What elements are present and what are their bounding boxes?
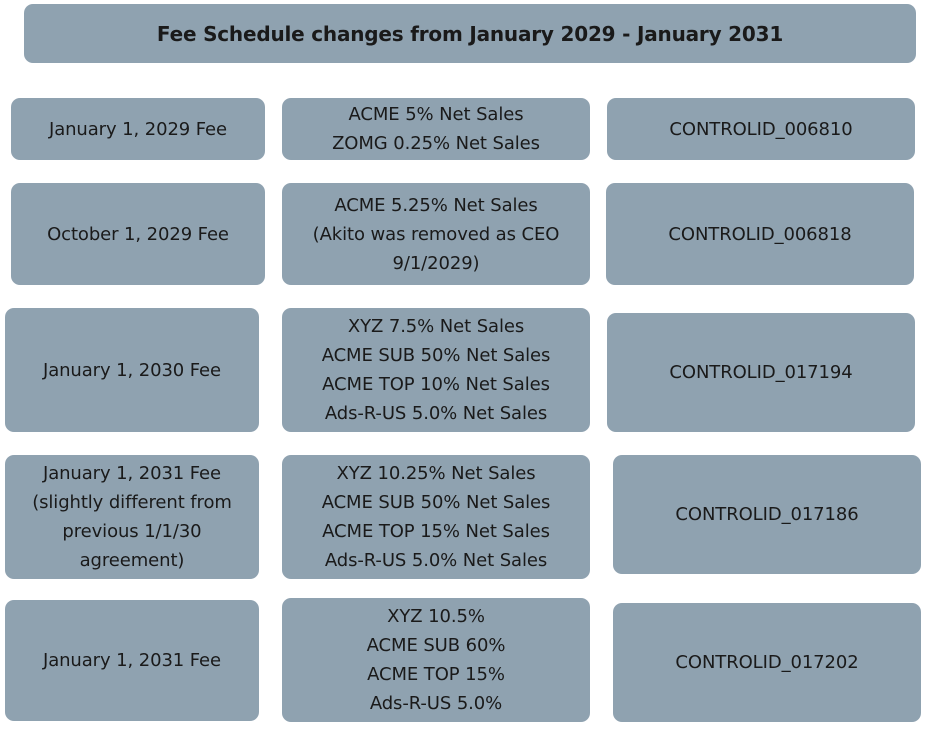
date-cell-row-3 [5, 308, 259, 432]
control-cell-row-1 [607, 98, 915, 160]
fee-text: ACME 5.25% Net Sales (Akito was removed as CEO 9/1/2029) [312, 194, 560, 274]
control-cell-row-4 [613, 455, 921, 574]
date-cell-row-1 [11, 98, 265, 160]
date-text: January 1, 2031 Fee [42, 650, 221, 671]
control-id: CONTROLID_017186 [675, 504, 859, 525]
date-text: January 1, 2029 Fee [48, 118, 227, 140]
fee-cell-row-3 [282, 308, 590, 432]
control-id: CONTROLID_006818 [668, 223, 852, 245]
control-id: CONTROLID_006810 [669, 118, 853, 140]
page-title: Fee Schedule changes from January 2029 - January 2031 [156, 21, 784, 46]
control-cell-row-5 [613, 603, 921, 722]
fee-text: ACME 5% Net Sales ZOMG 0.25% Net Sales [332, 104, 540, 154]
fee-text: XYZ 10.5% ACME SUB 60% ACME TOP 15% Ads-R-US 5.0% [366, 606, 506, 714]
control-cell-row-3 [607, 313, 915, 432]
fee-cell-row-5 [282, 598, 590, 722]
control-id: CONTROLID_017202 [675, 652, 859, 673]
fee-cell-row-4 [282, 455, 590, 579]
title-box [24, 4, 916, 63]
control-cell-row-2 [606, 183, 914, 285]
date-cell-row-5 [5, 600, 259, 721]
fee-cell-row-1 [282, 98, 590, 160]
date-cell-row-4 [5, 455, 259, 579]
control-id: CONTROLID_017194 [669, 362, 853, 383]
date-text: January 1, 2031 Fee (slightly different from previous 1/1/30 agreement) [32, 463, 232, 571]
date-text: January 1, 2030 Fee [42, 359, 221, 381]
fee-text: XYZ 10.25% Net Sales ACME SUB 50% Net Sales ACME TOP 15% Net Sales Ads-R-US 5.0% Net Sales [321, 463, 551, 571]
date-cell-row-2 [11, 183, 265, 285]
fee-cell-row-2 [282, 183, 590, 285]
fee-text: XYZ 7.5% Net Sales ACME SUB 50% Net Sales ACME TOP 10% Net Sales Ads-R-US 5.0% Net Sales [321, 316, 551, 424]
date-text: October 1, 2029 Fee [47, 223, 229, 245]
